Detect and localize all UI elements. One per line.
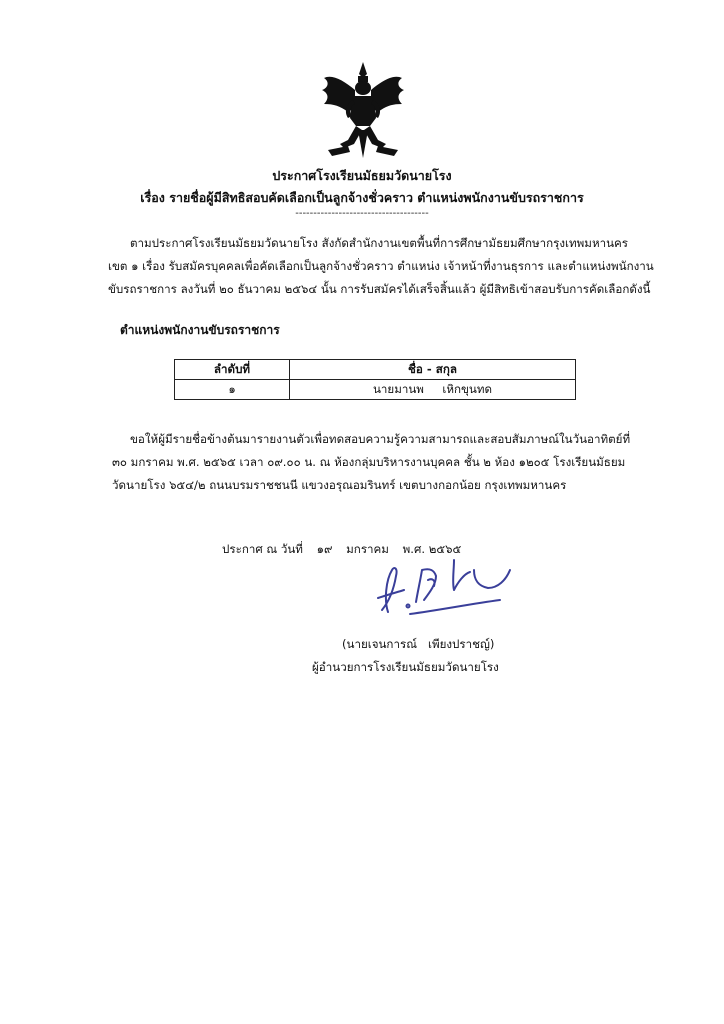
announce-day: ๑๙ bbox=[316, 542, 333, 556]
title-separator: ------------------------------------- bbox=[295, 208, 429, 219]
paragraph2-line3: วัดนายโรง ๖๕๔/๒ ถนนบรมราชชนนี แขวงอรุณอมรินทร์ เขตบางกอกน้อย กรุงเทพมหานคร bbox=[112, 478, 567, 492]
paragraph2-line1: ขอให้ผู้มีรายชื่อข้างต้นมารายงานตัวเพื่อทดสอบความรู้ความสามารถและสอบสัมภาษณ์ในวันอาทิตย์ที่ bbox=[130, 432, 631, 446]
announce-month: มกราคม bbox=[346, 542, 389, 556]
column-header-name: ชื่อ - สกุล bbox=[290, 360, 576, 380]
paragraph2-line2: ๓๐ มกราคม พ.ศ. ๒๕๖๕ เวลา ๐๙.๐๐ น. ณ ห้องกลุ่มบริหารงานบุคคล ชั้น ๒ ห้อง ๑๒๐๕ โรงเรียนมัธยม bbox=[112, 455, 626, 469]
candidate-table bbox=[174, 359, 576, 400]
document-title: ประกาศโรงเรียนมัธยมวัดนายโรง bbox=[272, 168, 452, 183]
row-name-cell: นายมานพ เหิกขุนทด bbox=[290, 380, 576, 400]
garuda-emblem bbox=[318, 60, 408, 160]
column-header-number: ลำดับที่ bbox=[175, 360, 290, 380]
row-number-cell: ๑ bbox=[175, 380, 290, 400]
signer-title: ผู้อำนวยการโรงเรียนมัธยมวัดนายโรง bbox=[312, 660, 499, 674]
paragraph1-line1: ตามประกาศโรงเรียนมัธยมวัดนายโรง สังกัดสำนักงานเขตพื้นที่การศึกษามัธยมศึกษากรุงเทพมหานคร bbox=[130, 236, 629, 250]
signer-name: (นายเจนการณ์ เพียงปราชญ์) bbox=[342, 637, 495, 651]
announce-label: ประกาศ ณ วันที่ bbox=[222, 542, 303, 556]
paragraph1-line2: เขต ๑ เรื่อง รับสมัครบุคคลเพื่อคัดเลือกเป็นลูกจ้างชั่วคราว ตำแหน่ง เจ้าหน้าที่งานธุรการ และตำแหน่งพนักงาน bbox=[108, 259, 654, 273]
handwritten-signature bbox=[370, 540, 520, 620]
document-subject: เรื่อง รายชื่อผู้มีสิทธิสอบคัดเลือกเป็นลูกจ้างชั่วคราว ตำแหน่งพนักงานขับรถราชการ bbox=[140, 190, 584, 205]
paragraph1-line3: ขับรถราชการ ลงวันที่ ๒๐ ธันวาคม ๒๕๖๔ นั้น การรับสมัครได้เสร็จสิ้นแล้ว ผู้มีสิทธิเข้าสอบรับการคัดเลือกดังนี้ bbox=[108, 282, 651, 296]
table-row bbox=[175, 380, 576, 400]
announce-year: พ.ศ. ๒๕๖๕ bbox=[402, 542, 462, 556]
section-heading: ตำแหน่งพนักงานขับรถราชการ bbox=[120, 323, 280, 337]
table-header-row bbox=[175, 360, 576, 380]
